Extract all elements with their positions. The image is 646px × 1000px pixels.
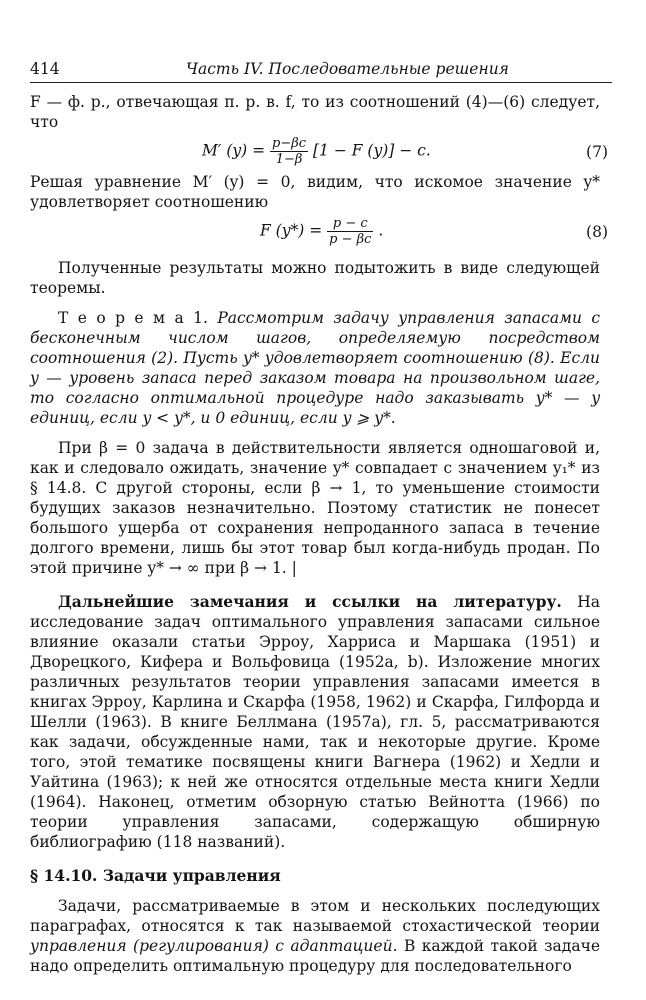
control-text-b: В каждой такой задаче надо определить оптимальную процедуру для последовательного <box>30 937 601 975</box>
equation-7 <box>30 132 608 172</box>
paragraph-summary: Полученные результаты можно подытожить в виде следующей теоремы. <box>30 259 600 297</box>
theorem-1 <box>30 308 600 428</box>
equation-7-numerator: p−βc <box>272 136 307 151</box>
page-body <box>30 92 608 976</box>
equation-8-expression <box>260 216 383 247</box>
equation-8-numerator: p − c <box>327 216 373 232</box>
page-number: 414 <box>30 60 60 78</box>
paragraph-control-problems <box>30 896 600 976</box>
equation-8-denominator: p − βc <box>329 232 372 247</box>
paragraph-solve: Решая уравнение M′ (y) = 0, видим, что искомое значение y* удовлетворяет соотношению <box>30 173 600 211</box>
equation-8-number: (8) <box>586 223 608 241</box>
section-heading: § 14.10. Задачи управления <box>30 866 281 885</box>
running-title: Часть IV. Последовательные решения <box>186 60 509 78</box>
paragraph-intro: F — ф. р., отвечающая п. р. в. f, то из соотношений (4)—(6) следует, что <box>30 93 600 131</box>
equation-8-lhs: F (y*) = <box>260 221 323 240</box>
remarks-title: Дальнейшие замечания и ссылки на литературу. <box>58 592 562 611</box>
paragraph-beta-discussion: При β = 0 задача в действительности является одношаговой и, как и следовало ожидать, значение y* совпадает с значением y₁* из § 14.8. С другой стороны, если β → 1, то уменьшение стоимости будущих заказов незначительно. Поэтому статистик не понесет большого ущерба от сохранения непроданного запаса в течение долгого времени, лишь бы этот товар был когда-нибудь продан. По этой причине y* → ∞ при β → 1. | <box>30 439 600 577</box>
equation-7-fraction <box>270 136 308 167</box>
paragraph-remarks <box>30 592 600 852</box>
equation-7-number: (7) <box>586 143 608 161</box>
equation-8-fraction <box>327 216 373 247</box>
equation-7-denominator: 1−β <box>275 152 303 167</box>
header-rule <box>30 82 612 83</box>
equation-7-lhs: M′ (y) = <box>202 141 266 160</box>
control-text-a: Задачи, рассматриваемые в этом и нескольких последующих параграфах, относятся к так называемой стохастической теории <box>30 897 600 935</box>
remarks-text: На исследование задач оптимального управления запасами сильное влияние оказали статьи Эрроу, Харриса и Маршака (1951) и Дворецкого, Кифера и Вольфовица (1952a, b). Изложение многих различных результатов теории управления запасами имеется в книгах Эрроу, Карлина и Скарфа (1958, 1962) и Скарфа, Гилфорда и Шелли (1963). В книге Беллмана (1957a), гл. 5, рассматриваются как задачи, обсужденные нами, так и некоторые другие. Кроме того, этой тематике посвящены книги Вагнера (1962) и Хедли и Уайтина (1963); к ней же относятся отдельные места книги Хедли (1964). Наконец, отметим обзорную статью Вейнотта (1966) по теории управления запасами, содержащую обширную библиографию (118 названий). <box>30 593 600 851</box>
control-text-italic: управления (регулирования) с адаптацией. <box>30 937 398 955</box>
theorem-label: Т е о р е м а 1. <box>58 309 208 327</box>
equation-7-rhs: [1 − F (y)] − c. <box>312 141 431 160</box>
equation-7-expression <box>202 136 431 167</box>
equation-8 <box>30 212 608 252</box>
equation-8-rhs: . <box>378 221 384 240</box>
theorem-statement: Рассмотрим задачу управления запасами с бесконечным числом шагов, определяемую посредством соотношения (2). Пусть y* удовлетворяет соотношению (8). Если y — уровень запаса перед заказом товара на произвольном шаге, то согласно оптимальной процедуре надо заказывать y* — y единиц, если y < y*, и 0 единиц, если y ⩾ y*. <box>30 309 601 427</box>
